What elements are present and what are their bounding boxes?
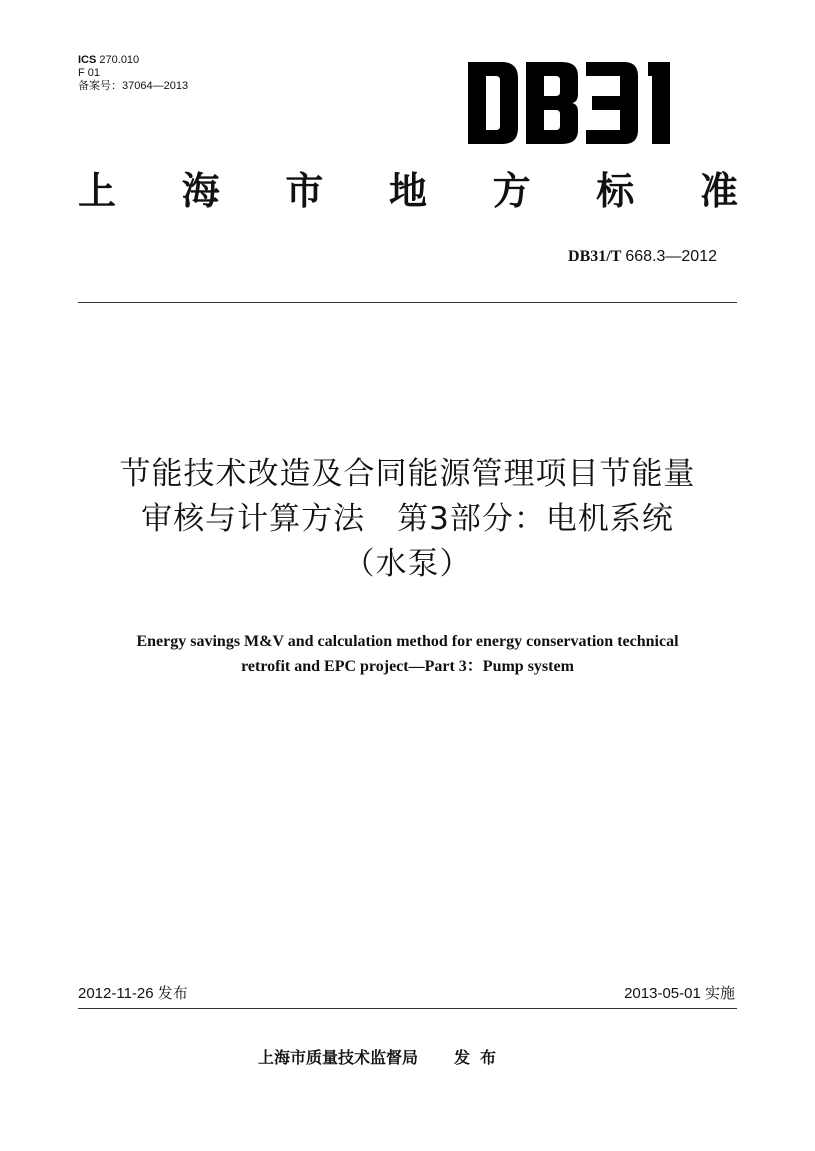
- publisher-name: 上海市质量技术监督局: [258, 1048, 419, 1067]
- standard-type-char: 准: [699, 169, 738, 213]
- document-title: [60, 452, 755, 587]
- ics-code: [78, 54, 188, 67]
- standard-type-char: 市: [285, 169, 324, 213]
- title-line-1: 节能技术改造及合同能源管理项目节能量: [119, 456, 696, 492]
- publish-label: 发布: [454, 1048, 507, 1067]
- english-title: [60, 629, 755, 679]
- ics-label: ICS: [78, 54, 97, 66]
- bottom-divider: [78, 1008, 737, 1009]
- standard-type-char: 标: [596, 169, 635, 213]
- top-divider: [78, 302, 737, 303]
- standard-type-char: 海: [181, 169, 220, 213]
- english-title-line-2: retrofit and EPC project—Part 3：Pump system: [241, 658, 574, 675]
- standard-type-title: [78, 168, 738, 214]
- standard-number-prefix: DB31/T: [568, 248, 622, 265]
- document-metadata: [78, 54, 188, 93]
- standard-type-char: 方: [492, 169, 531, 213]
- record-number: 备案号：37064—2013: [78, 80, 189, 92]
- ics-value: 270.010: [99, 54, 140, 66]
- db31-logo: [468, 62, 694, 144]
- ccs-code: F 01: [78, 67, 101, 79]
- title-line-3: （水泵）: [343, 546, 472, 582]
- english-title-line-1: Energy savings M&V and calculation method for energy conservation technical: [136, 633, 679, 650]
- standard-type-char: 地: [388, 169, 427, 213]
- standard-number: [568, 247, 717, 267]
- title-line-2: 审核与计算方法 第3部分：电机系统: [141, 501, 674, 537]
- publisher: [258, 1048, 506, 1068]
- issue-date: 2012-11-26 发布: [78, 985, 188, 1002]
- implementation-date: 2013-05-01 实施: [624, 985, 735, 1002]
- standard-number-value: 668.3—2012: [625, 248, 717, 265]
- standard-type-char: 上: [78, 169, 117, 213]
